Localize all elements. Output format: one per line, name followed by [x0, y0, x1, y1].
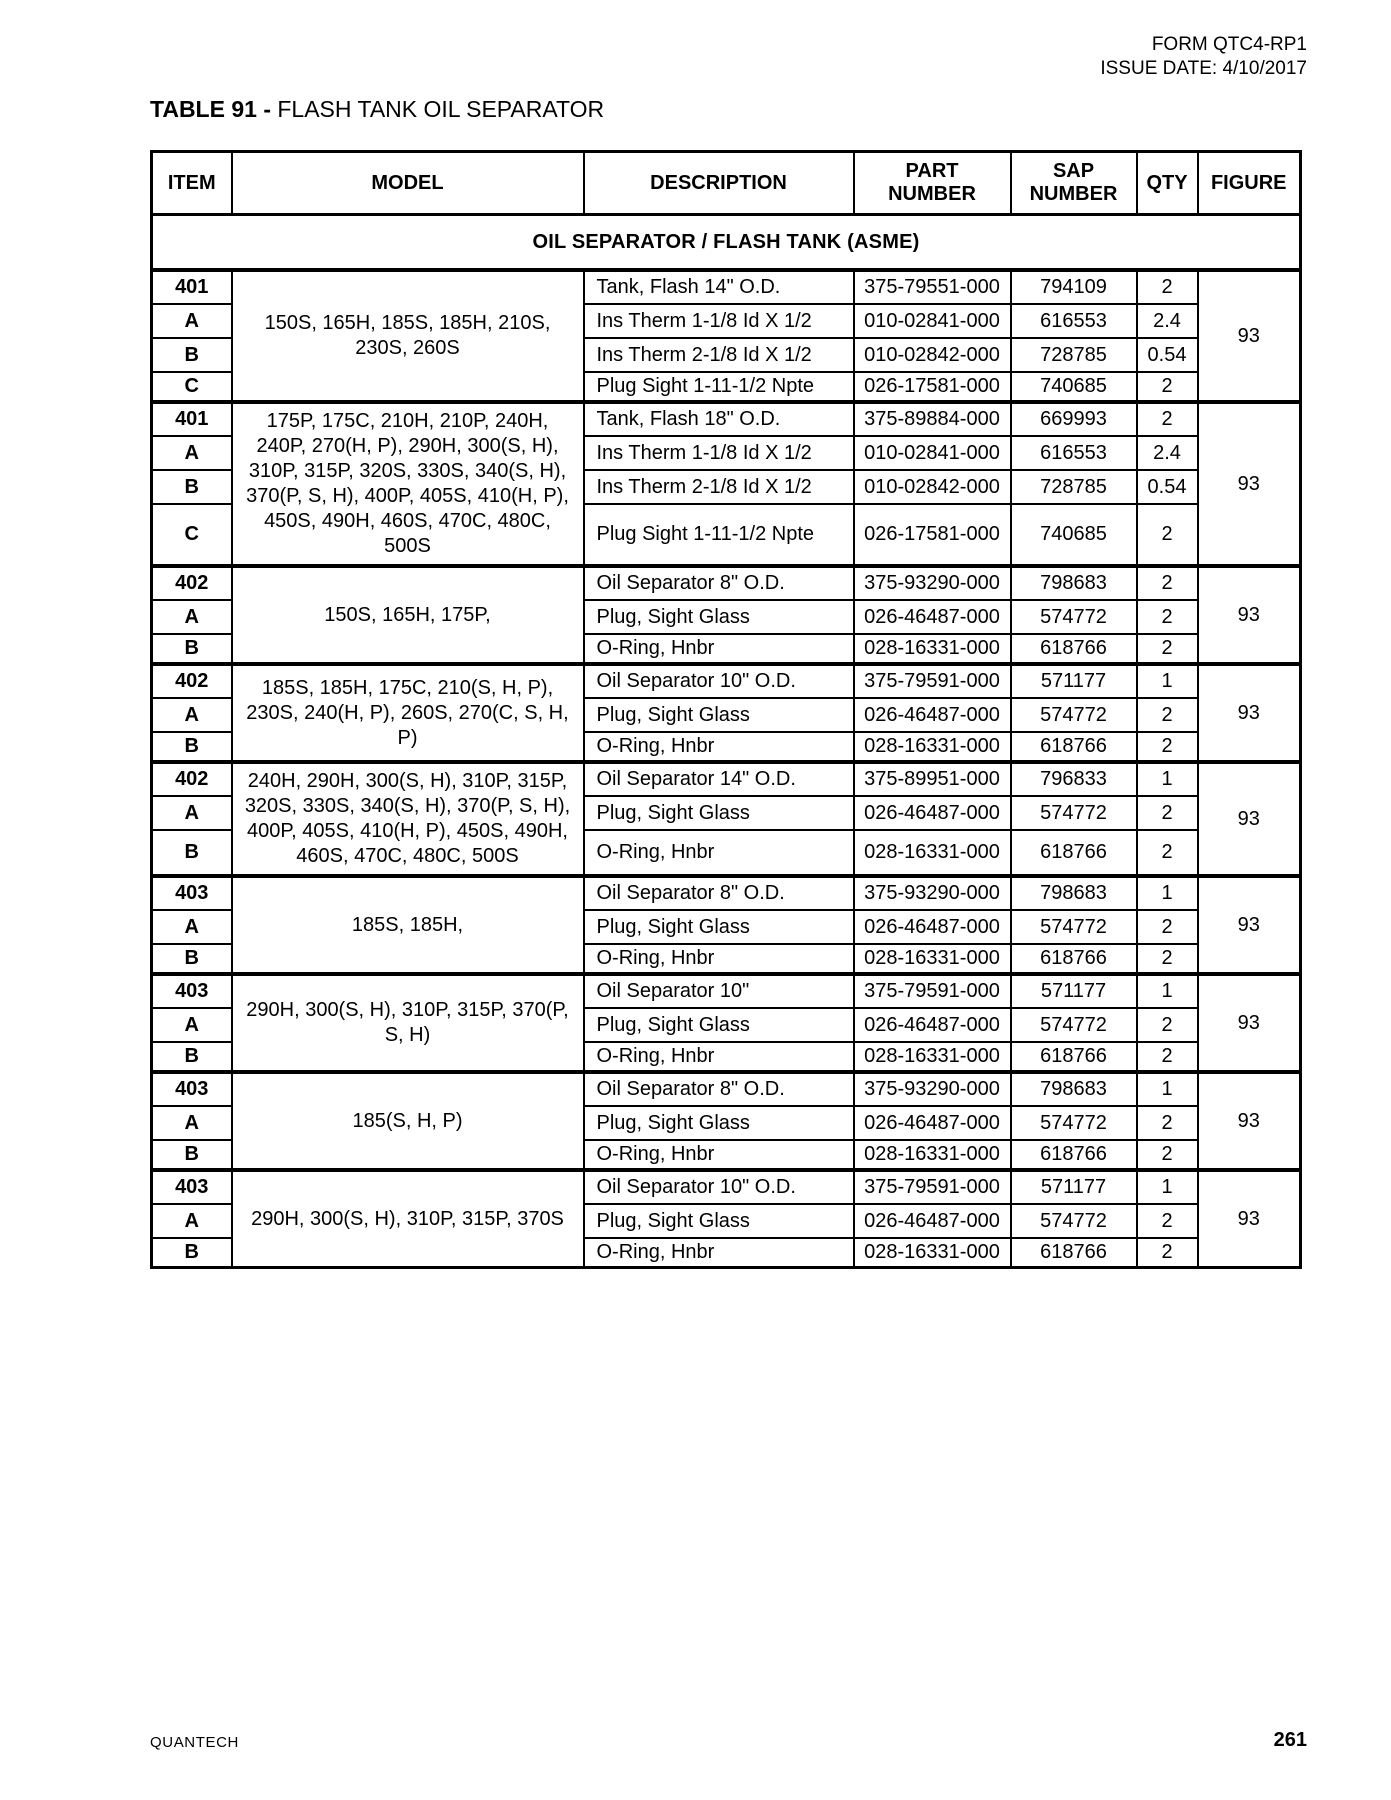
page-title	[150, 96, 604, 123]
form-code: FORM QTC4-RP1	[1151, 34, 1307, 55]
item-cell: 403	[152, 1170, 232, 1204]
part-number-cell: 375-93290-000	[854, 1072, 1011, 1106]
qty-cell: 2	[1137, 634, 1198, 664]
description-cell: O-Ring, Hnbr	[584, 1140, 854, 1170]
qty-cell: 0.54	[1137, 470, 1198, 504]
item-cell: B	[152, 830, 232, 876]
part-number-cell: 026-46487-000	[854, 1008, 1011, 1042]
qty-cell: 2	[1137, 270, 1198, 304]
qty-cell: 1	[1137, 974, 1198, 1008]
qty-cell: 1	[1137, 1072, 1198, 1106]
description-cell: Plug, Sight Glass	[584, 796, 854, 830]
qty-cell: 2	[1137, 566, 1198, 600]
description-cell: Plug, Sight Glass	[584, 1106, 854, 1140]
part-number-cell: 026-46487-000	[854, 698, 1011, 732]
sap-number-cell: 796833	[1011, 762, 1137, 796]
item-cell: A	[152, 796, 232, 830]
model-cell: 185S, 185H,	[232, 876, 584, 974]
description-cell: Oil Separator 10" O.D.	[584, 1170, 854, 1204]
qty-cell: 2	[1137, 796, 1198, 830]
description-cell: O-Ring, Hnbr	[584, 1042, 854, 1072]
item-cell: 402	[152, 762, 232, 796]
item-cell: A	[152, 600, 232, 634]
description-cell: Tank, Flash 18" O.D.	[584, 402, 854, 436]
col-header-part-number: PART NUMBER	[854, 152, 1011, 215]
figure-cell: 93	[1198, 566, 1301, 664]
item-cell: 402	[152, 664, 232, 698]
description-cell: O-Ring, Hnbr	[584, 634, 854, 664]
item-cell: A	[152, 1106, 232, 1140]
description-cell: Oil Separator 10"	[584, 974, 854, 1008]
page-title-number: TABLE 91 -	[150, 96, 278, 122]
part-number-cell: 375-89951-000	[854, 762, 1011, 796]
sap-number-cell: 618766	[1011, 1238, 1137, 1268]
item-cell: 403	[152, 974, 232, 1008]
figure-cell: 93	[1198, 402, 1301, 566]
item-cell: B	[152, 1238, 232, 1268]
figure-cell: 93	[1198, 1072, 1301, 1170]
item-cell: 403	[152, 1072, 232, 1106]
qty-cell: 2	[1137, 698, 1198, 732]
figure-cell: 93	[1198, 1170, 1301, 1268]
col-header-model: MODEL	[232, 152, 584, 215]
qty-cell: 2	[1137, 944, 1198, 974]
description-cell: O-Ring, Hnbr	[584, 732, 854, 762]
footer-brand: QUANTECH	[150, 1734, 239, 1751]
part-number-cell: 010-02842-000	[854, 470, 1011, 504]
part-number-cell: 375-93290-000	[854, 566, 1011, 600]
item-cell: A	[152, 436, 232, 470]
item-cell: 403	[152, 876, 232, 910]
part-number-cell: 375-93290-000	[854, 876, 1011, 910]
sap-number-cell: 571177	[1011, 664, 1137, 698]
description-cell: Oil Separator 8" O.D.	[584, 876, 854, 910]
qty-cell: 2	[1137, 1106, 1198, 1140]
page-title-text: FLASH TANK OIL SEPARATOR	[277, 96, 605, 122]
item-cell: B	[152, 470, 232, 504]
qty-cell: 2	[1137, 830, 1198, 876]
qty-cell: 1	[1137, 664, 1198, 698]
sap-number-cell: 574772	[1011, 698, 1137, 732]
item-cell: 401	[152, 270, 232, 304]
description-cell: Oil Separator 14" O.D.	[584, 762, 854, 796]
qty-cell: 2	[1137, 1238, 1198, 1268]
description-cell: Ins Therm 2-1/8 Id X 1/2	[584, 338, 854, 372]
qty-cell: 2	[1137, 402, 1198, 436]
description-cell: Plug Sight 1-11-1/2 Npte	[584, 504, 854, 566]
qty-cell: 2	[1137, 600, 1198, 634]
qty-cell: 2	[1137, 504, 1198, 566]
figure-cell: 93	[1198, 876, 1301, 974]
table-row	[152, 1170, 1301, 1204]
table-row	[152, 566, 1301, 600]
sap-number-cell: 571177	[1011, 974, 1137, 1008]
model-cell: 150S, 165H, 175P,	[232, 566, 584, 664]
form-header	[1100, 33, 1307, 81]
model-cell: 150S, 165H, 185S, 185H, 210S, 230S, 260S	[232, 270, 584, 402]
model-cell: 175P, 175C, 210H, 210P, 240H, 240P, 270(H, P), 290H, 300(S, H), 310P, 315P, 320S, 330S, 340(S, H), 370(P, S, H), 400P, 405S, 410(H, P), 450S, 490H, 460S, 470C, 480C, 500S	[232, 402, 584, 566]
description-cell: Oil Separator 8" O.D.	[584, 1072, 854, 1106]
table-row	[152, 876, 1301, 910]
part-number-cell: 026-17581-000	[854, 504, 1011, 566]
item-cell: A	[152, 910, 232, 944]
part-number-cell: 028-16331-000	[854, 1140, 1011, 1170]
sap-number-cell: 798683	[1011, 566, 1137, 600]
qty-cell: 0.54	[1137, 338, 1198, 372]
sap-number-cell: 618766	[1011, 1140, 1137, 1170]
item-cell: A	[152, 1008, 232, 1042]
sap-number-cell: 618766	[1011, 830, 1137, 876]
table-row	[152, 762, 1301, 796]
qty-cell: 1	[1137, 762, 1198, 796]
item-cell: B	[152, 1140, 232, 1170]
item-cell: B	[152, 1042, 232, 1072]
col-header-sap-number: SAP NUMBER	[1011, 152, 1137, 215]
item-cell: A	[152, 1204, 232, 1238]
item-cell: 402	[152, 566, 232, 600]
item-cell: A	[152, 698, 232, 732]
description-cell: Tank, Flash 14" O.D.	[584, 270, 854, 304]
sap-number-cell: 798683	[1011, 1072, 1137, 1106]
part-number-cell: 010-02842-000	[854, 338, 1011, 372]
description-cell: Oil Separator 10" O.D.	[584, 664, 854, 698]
sap-number-cell: 574772	[1011, 1008, 1137, 1042]
description-cell: Plug Sight 1-11-1/2 Npte	[584, 372, 854, 402]
sap-number-cell: 728785	[1011, 338, 1137, 372]
table-row	[152, 974, 1301, 1008]
part-number-cell: 028-16331-000	[854, 944, 1011, 974]
sap-number-cell: 618766	[1011, 944, 1137, 974]
part-number-cell: 028-16331-000	[854, 1042, 1011, 1072]
sap-number-cell: 618766	[1011, 634, 1137, 664]
sap-number-cell: 574772	[1011, 1204, 1137, 1238]
item-cell: B	[152, 338, 232, 372]
col-header-qty: QTY	[1137, 152, 1198, 215]
part-number-cell: 028-16331-000	[854, 634, 1011, 664]
qty-cell: 1	[1137, 1170, 1198, 1204]
sap-number-cell: 728785	[1011, 470, 1137, 504]
model-cell: 290H, 300(S, H), 310P, 315P, 370S	[232, 1170, 584, 1268]
part-number-cell: 010-02841-000	[854, 436, 1011, 470]
qty-cell: 2	[1137, 732, 1198, 762]
parts-table	[150, 150, 1302, 1269]
table-row	[152, 1072, 1301, 1106]
qty-cell: 2.4	[1137, 436, 1198, 470]
sap-number-cell: 740685	[1011, 372, 1137, 402]
part-number-cell: 028-16331-000	[854, 830, 1011, 876]
model-cell: 240H, 290H, 300(S, H), 310P, 315P, 320S, 330S, 340(S, H), 370(P, S, H), 400P, 405S, 410(H, P), 450S, 490H, 460S, 470C, 480C, 500S	[232, 762, 584, 876]
sap-number-cell: 616553	[1011, 436, 1137, 470]
qty-cell: 2	[1137, 1140, 1198, 1170]
item-cell: 401	[152, 402, 232, 436]
sap-number-cell: 618766	[1011, 1042, 1137, 1072]
qty-cell: 2	[1137, 372, 1198, 402]
part-number-cell: 026-17581-000	[854, 372, 1011, 402]
issue-date: ISSUE DATE: 4/10/2017	[1100, 58, 1307, 79]
part-number-cell: 026-46487-000	[854, 796, 1011, 830]
col-header-description: DESCRIPTION	[584, 152, 854, 215]
col-header-figure: FIGURE	[1198, 152, 1301, 215]
model-cell: 290H, 300(S, H), 310P, 315P, 370(P, S, H)	[232, 974, 584, 1072]
description-cell: Ins Therm 2-1/8 Id X 1/2	[584, 470, 854, 504]
part-number-cell: 026-46487-000	[854, 1204, 1011, 1238]
table-row	[152, 664, 1301, 698]
qty-cell: 2	[1137, 1008, 1198, 1042]
figure-cell: 93	[1198, 974, 1301, 1072]
item-cell: C	[152, 504, 232, 566]
figure-cell: 93	[1198, 664, 1301, 762]
item-cell: A	[152, 304, 232, 338]
qty-cell: 2.4	[1137, 304, 1198, 338]
item-cell: B	[152, 944, 232, 974]
part-number-cell: 375-79551-000	[854, 270, 1011, 304]
description-cell: O-Ring, Hnbr	[584, 944, 854, 974]
description-cell: Plug, Sight Glass	[584, 1008, 854, 1042]
part-number-cell: 028-16331-000	[854, 1238, 1011, 1268]
model-cell: 185(S, H, P)	[232, 1072, 584, 1170]
sap-number-cell: 618766	[1011, 732, 1137, 762]
sap-number-cell: 574772	[1011, 910, 1137, 944]
description-cell: Ins Therm 1-1/8 Id X 1/2	[584, 436, 854, 470]
description-cell: Oil Separator 8" O.D.	[584, 566, 854, 600]
part-number-cell: 026-46487-000	[854, 600, 1011, 634]
description-cell: Plug, Sight Glass	[584, 600, 854, 634]
section-header: OIL SEPARATOR / FLASH TANK (ASME)	[152, 215, 1301, 271]
item-cell: B	[152, 732, 232, 762]
part-number-cell: 375-89884-000	[854, 402, 1011, 436]
sap-number-cell: 574772	[1011, 1106, 1137, 1140]
item-cell: B	[152, 634, 232, 664]
sap-number-cell: 798683	[1011, 876, 1137, 910]
part-number-cell: 028-16331-000	[854, 732, 1011, 762]
sap-number-cell: 574772	[1011, 600, 1137, 634]
part-number-cell: 375-79591-000	[854, 664, 1011, 698]
section-header-row	[152, 215, 1301, 271]
description-cell: Ins Therm 1-1/8 Id X 1/2	[584, 304, 854, 338]
part-number-cell: 026-46487-000	[854, 1106, 1011, 1140]
table-row	[152, 270, 1301, 304]
part-number-cell: 375-79591-000	[854, 974, 1011, 1008]
sap-number-cell: 669993	[1011, 402, 1137, 436]
page-number: 261	[1273, 1729, 1307, 1751]
qty-cell: 2	[1137, 1042, 1198, 1072]
figure-cell: 93	[1198, 762, 1301, 876]
sap-number-cell: 574772	[1011, 796, 1137, 830]
model-cell: 185S, 185H, 175C, 210(S, H, P), 230S, 240(H, P), 260S, 270(C, S, H, P)	[232, 664, 584, 762]
description-cell: O-Ring, Hnbr	[584, 1238, 854, 1268]
qty-cell: 2	[1137, 1204, 1198, 1238]
qty-cell: 2	[1137, 910, 1198, 944]
sap-number-cell: 616553	[1011, 304, 1137, 338]
part-number-cell: 026-46487-000	[854, 910, 1011, 944]
sap-number-cell: 740685	[1011, 504, 1137, 566]
item-cell: C	[152, 372, 232, 402]
col-header-item: ITEM	[152, 152, 232, 215]
table-header-row	[152, 152, 1301, 215]
description-cell: O-Ring, Hnbr	[584, 830, 854, 876]
description-cell: Plug, Sight Glass	[584, 1204, 854, 1238]
figure-cell: 93	[1198, 270, 1301, 402]
sap-number-cell: 794109	[1011, 270, 1137, 304]
description-cell: Plug, Sight Glass	[584, 910, 854, 944]
part-number-cell: 375-79591-000	[854, 1170, 1011, 1204]
part-number-cell: 010-02841-000	[854, 304, 1011, 338]
qty-cell: 1	[1137, 876, 1198, 910]
sap-number-cell: 571177	[1011, 1170, 1137, 1204]
table-row	[152, 402, 1301, 436]
description-cell: Plug, Sight Glass	[584, 698, 854, 732]
